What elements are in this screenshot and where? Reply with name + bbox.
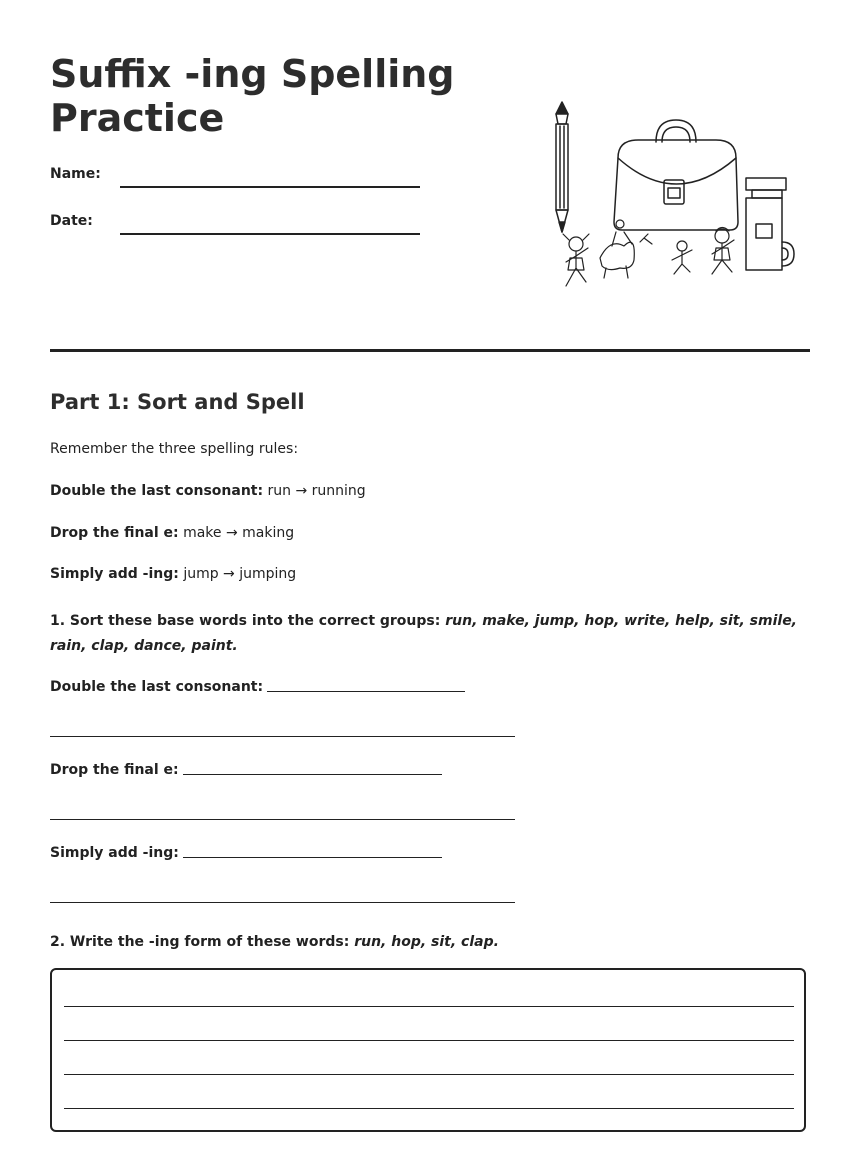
rule-item <box>50 483 366 499</box>
name-label: Name: <box>50 166 101 182</box>
question-1 <box>50 609 810 659</box>
group-double-consonant <box>50 679 465 695</box>
rule-label: Drop the final e: <box>50 525 179 541</box>
question-2 <box>50 930 810 955</box>
question-2-prompt: 2. Write the -ing form of these words: <box>50 934 350 950</box>
answer-blank[interactable] <box>183 857 442 858</box>
page-title: Suffix -ing Spelling Practice <box>50 52 455 140</box>
rule-label: Double the last consonant: <box>50 483 264 499</box>
writing-line[interactable] <box>64 1108 794 1109</box>
answer-blank[interactable] <box>183 774 442 775</box>
group-label: Drop the final e: <box>50 762 179 778</box>
rules-intro: Remember the three spelling rules: <box>50 441 299 457</box>
rule-label: Simply add -ing: <box>50 566 179 582</box>
rule-example: jump → jumping <box>183 566 297 582</box>
writing-line[interactable] <box>64 1006 794 1007</box>
date-field[interactable] <box>120 233 420 235</box>
question-1-prompt: 1. Sort these base words into the correct groups: <box>50 613 441 629</box>
section-divider <box>50 349 810 352</box>
date-label: Date: <box>50 213 93 229</box>
answer-blank[interactable] <box>267 691 465 692</box>
pencil-icon <box>556 102 568 232</box>
group-label: Simply add -ing: <box>50 845 179 861</box>
school-bag-icon <box>614 120 738 230</box>
question-2-words: run, hop, sit, clap. <box>354 934 499 950</box>
group-drop-e <box>50 762 442 778</box>
rule-item <box>50 525 294 541</box>
writing-line[interactable] <box>64 1074 794 1075</box>
group-label: Double the last consonant: <box>50 679 264 695</box>
school-illustration <box>548 98 796 294</box>
section-heading: Part 1: Sort and Spell <box>50 390 305 414</box>
answer-line[interactable] <box>50 736 515 737</box>
rule-example: make → making <box>183 525 295 541</box>
answer-line[interactable] <box>50 819 515 820</box>
mailbox-icon <box>746 178 794 270</box>
question-1-words: run, make, jump, hop, write, help, sit, smile, rain, clap, dance, paint. <box>50 613 798 654</box>
group-add-ing <box>50 845 442 861</box>
answer-box <box>50 968 806 1132</box>
rule-item <box>50 566 296 582</box>
answer-line[interactable] <box>50 902 515 903</box>
rule-example: run → running <box>267 483 366 499</box>
name-field[interactable] <box>120 186 420 188</box>
writing-line[interactable] <box>64 1040 794 1041</box>
